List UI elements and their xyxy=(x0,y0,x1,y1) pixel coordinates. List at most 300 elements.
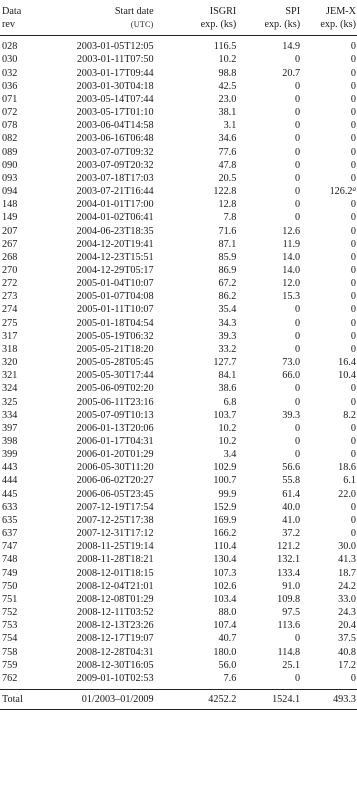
cell-spi-exposure xyxy=(236,356,300,369)
cell-data-rev xyxy=(0,422,42,435)
cell-jemx-exposure-value: 0 xyxy=(350,251,356,263)
cell-spi-exposure-value: 0 xyxy=(295,304,301,316)
cell-isgri-exposure xyxy=(154,448,237,461)
cell-data-rev xyxy=(0,553,42,566)
cell-jemx-exposure-value: 0 xyxy=(350,159,356,171)
cell-spi-exposure-value: 56.6 xyxy=(282,462,301,474)
cell-spi-exposure-value: 0 xyxy=(295,146,301,158)
cell-start-date xyxy=(42,172,154,185)
cell-start-date xyxy=(42,277,154,290)
cell-start-date-value: 2005-05-28T05:45 xyxy=(76,357,154,369)
cell-start-date-value: 2007-12-25T17:38 xyxy=(76,514,154,526)
cell-spi-exposure-value: 14.9 xyxy=(282,41,301,53)
cell-start-date xyxy=(42,488,154,501)
cell-start-date xyxy=(42,67,154,80)
cell-start-date-value: 2008-12-08T01:29 xyxy=(76,593,154,605)
cell-isgri-exposure-value: 102.6 xyxy=(213,580,237,592)
table-row xyxy=(0,356,357,369)
cell-spi-exposure-value: 0 xyxy=(295,107,301,119)
cell-data-rev xyxy=(0,488,42,501)
cell-data-rev xyxy=(0,198,42,211)
cell-isgri-exposure xyxy=(154,474,237,487)
cell-isgri-exposure-value: 110.4 xyxy=(213,541,237,553)
cell-jemx-exposure-value: 0 xyxy=(350,120,356,132)
cell-spi-exposure-value: 14.0 xyxy=(282,264,301,276)
cell-start-date xyxy=(42,382,154,395)
cell-jemx-exposure xyxy=(300,198,357,211)
cell-spi-exposure-value: 0 xyxy=(295,120,301,132)
cell-start-date-value: 2009-01-10T02:53 xyxy=(76,672,154,684)
cell-data-rev-value: 754 xyxy=(2,633,18,645)
cell-start-date xyxy=(42,606,154,619)
cell-start-date xyxy=(42,330,154,343)
cell-spi-exposure xyxy=(236,501,300,514)
cell-start-date-value: 2004-01-02T06:41 xyxy=(76,212,154,224)
cell-isgri-exposure-value: 100.7 xyxy=(213,475,237,487)
cell-start-date-value: 2005-07-09T10:13 xyxy=(76,409,154,421)
cell-isgri-exposure-value: 85.9 xyxy=(218,251,237,263)
cell-start-date xyxy=(42,619,154,632)
cell-spi-exposure-value: 41.0 xyxy=(282,514,301,526)
cell-jemx-exposure xyxy=(300,659,357,672)
cell-data-rev xyxy=(0,67,42,80)
cell-start-date-value: 2005-06-09T02:20 xyxy=(76,383,154,395)
cell-data-rev xyxy=(0,93,42,106)
cell-data-rev xyxy=(0,646,42,659)
cell-jemx-exposure-value: 0 xyxy=(350,278,356,290)
cell-spi-exposure-value: 0 xyxy=(295,133,301,145)
cell-jemx-exposure xyxy=(300,619,357,632)
cell-spi-exposure xyxy=(236,53,300,66)
cell-isgri-exposure xyxy=(154,277,237,290)
cell-data-rev xyxy=(0,146,42,159)
cell-isgri-exposure-value: 56.0 xyxy=(218,659,237,671)
cell-data-rev-value: 149 xyxy=(2,212,18,224)
table-row xyxy=(0,553,357,566)
cell-start-date-value: 2005-05-19T06:32 xyxy=(76,330,154,342)
cell-data-rev xyxy=(0,474,42,487)
table-row xyxy=(0,422,357,435)
cell-start-date xyxy=(42,580,154,593)
cell-jemx-exposure-value: 0 xyxy=(350,449,356,461)
cell-jemx-exposure-value: 0 xyxy=(350,343,356,355)
cell-data-rev-value: 207 xyxy=(2,225,18,237)
cell-spi-exposure-value: 0 xyxy=(295,212,301,224)
cell-spi-exposure-value: 12.0 xyxy=(282,278,301,290)
cell-data-rev xyxy=(0,659,42,672)
cell-isgri-exposure-value: 103.4 xyxy=(213,593,237,605)
cell-spi-exposure xyxy=(236,80,300,93)
cell-jemx-exposure xyxy=(300,330,357,343)
cell-isgri-exposure-value: 10.2 xyxy=(218,54,237,66)
cell-jemx-exposure-value: 0 xyxy=(350,264,356,276)
cell-jemx-exposure xyxy=(300,106,357,119)
cell-start-date-value: 2006-06-05T23:45 xyxy=(76,488,154,500)
cell-isgri-exposure xyxy=(154,198,237,211)
cell-data-rev-value: 275 xyxy=(2,317,18,329)
cell-data-rev-value: 445 xyxy=(2,488,18,500)
cell-jemx-exposure-value: 0 xyxy=(350,317,356,329)
cell-start-date xyxy=(42,159,154,172)
cell-isgri-exposure xyxy=(154,119,237,132)
cell-data-rev-value: 758 xyxy=(2,646,18,658)
cell-start-date-value: 2006-01-17T04:31 xyxy=(76,436,154,447)
cell-spi-exposure-value: 15.3 xyxy=(282,291,301,303)
header-data-rev-line1: Data xyxy=(2,6,22,17)
cell-start-date xyxy=(42,422,154,435)
cell-start-date-value: 2003-07-07T09:32 xyxy=(76,146,154,158)
cell-data-rev xyxy=(0,396,42,409)
table-row xyxy=(0,132,357,145)
table-row xyxy=(0,659,357,672)
header-data-rev-line2: rev xyxy=(0,18,42,36)
table-row xyxy=(0,672,357,690)
cell-spi-exposure xyxy=(236,553,300,566)
cell-spi-exposure xyxy=(236,159,300,172)
cell-data-rev-value: 148 xyxy=(2,199,18,211)
cell-data-rev-value: 071 xyxy=(2,93,18,105)
cell-isgri-exposure-value: 6.8 xyxy=(223,396,237,408)
cell-data-rev-value: 325 xyxy=(2,396,18,408)
cell-isgri-exposure xyxy=(154,185,237,198)
cell-data-rev-value: 635 xyxy=(2,514,18,526)
table-row xyxy=(0,303,357,316)
cell-jemx-exposure xyxy=(300,672,357,690)
cell-spi-exposure xyxy=(236,238,300,251)
header-isgri-line2: exp. (ks) xyxy=(154,18,237,36)
table-row xyxy=(0,80,357,93)
cell-jemx-exposure-value: 0 xyxy=(350,172,356,184)
cell-start-date xyxy=(42,593,154,606)
cell-start-date xyxy=(42,119,154,132)
cell-spi-exposure-value: 73.0 xyxy=(282,357,301,369)
cell-start-date-value: 2008-12-30T16:05 xyxy=(76,659,154,671)
header-jemx-line1: JEM-X xyxy=(326,6,356,17)
cell-data-rev xyxy=(0,119,42,132)
cell-start-date-value: 2008-12-28T04:31 xyxy=(76,646,154,658)
cell-spi-exposure-value: 0 xyxy=(295,343,301,355)
cell-isgri-exposure xyxy=(154,553,237,566)
cell-jemx-exposure-value: 126.2 xyxy=(329,186,353,198)
cell-start-date-value: 2003-01-17T09:44 xyxy=(76,67,154,79)
cell-start-date-value: 2005-05-30T17:44 xyxy=(76,370,154,382)
cell-start-date-value: 2004-12-29T05:17 xyxy=(76,264,154,276)
cell-spi-exposure xyxy=(236,461,300,474)
cell-jemx-exposure-value: 8.2 xyxy=(343,409,356,421)
header-isgri-line1: ISGRI xyxy=(209,6,237,17)
table-row xyxy=(0,593,357,606)
cell-isgri-exposure-value: 3.1 xyxy=(223,120,237,132)
cell-data-rev xyxy=(0,448,42,461)
cell-spi-exposure-value: 91.0 xyxy=(282,580,301,592)
cell-data-rev xyxy=(0,356,42,369)
cell-isgri-exposure xyxy=(154,527,237,540)
cell-spi-exposure xyxy=(236,632,300,645)
cell-start-date xyxy=(42,474,154,487)
cell-spi-exposure xyxy=(236,593,300,606)
cell-data-rev-value: 036 xyxy=(2,80,18,92)
cell-isgri-exposure xyxy=(154,106,237,119)
cell-isgri-exposure xyxy=(154,93,237,106)
cell-spi-exposure xyxy=(236,382,300,395)
cell-data-rev xyxy=(0,80,42,93)
cell-spi-exposure xyxy=(236,264,300,277)
cell-isgri-exposure-value: 7.8 xyxy=(223,212,237,224)
cell-data-rev xyxy=(0,264,42,277)
table-row xyxy=(0,474,357,487)
cell-jemx-exposure-value: 33.0 xyxy=(338,593,356,605)
cell-jemx-exposure-value: 37.5 xyxy=(338,633,356,645)
cell-jemx-exposure-value: 0 xyxy=(350,436,356,447)
cell-jemx-exposure xyxy=(300,409,357,422)
cell-spi-exposure-value: 20.7 xyxy=(282,67,301,79)
cell-spi-exposure xyxy=(236,580,300,593)
cell-isgri-exposure-value: 23.0 xyxy=(218,93,237,105)
cell-start-date-value: 2008-12-11T03:52 xyxy=(77,607,154,619)
table-row xyxy=(0,488,357,501)
cell-start-date-value: 2003-01-30T04:18 xyxy=(76,80,154,92)
cell-spi-exposure-value: 121.2 xyxy=(277,541,301,553)
cell-data-rev xyxy=(0,290,42,303)
cell-data-rev xyxy=(0,409,42,422)
cell-jemx-exposure-value: 0 xyxy=(350,225,356,237)
cell-data-rev-value: 334 xyxy=(2,409,18,421)
cell-data-rev-value: 443 xyxy=(2,462,18,474)
header-start-date-line2: (UTC) xyxy=(42,18,154,36)
cell-spi-exposure xyxy=(236,317,300,330)
cell-spi-exposure-value: 113.6 xyxy=(277,620,301,632)
cell-start-date-value: 2004-06-23T18:35 xyxy=(76,225,154,237)
cell-data-rev xyxy=(0,593,42,606)
cell-spi-exposure-value: 0 xyxy=(295,436,301,447)
cell-jemx-exposure-value: 16.4 xyxy=(338,357,356,369)
cell-spi-exposure-value: 14.0 xyxy=(282,251,301,263)
cell-start-date xyxy=(42,672,154,690)
cell-start-date xyxy=(42,646,154,659)
cell-jemx-exposure xyxy=(300,632,357,645)
cell-data-rev xyxy=(0,159,42,172)
cell-isgri-exposure xyxy=(154,290,237,303)
cell-data-rev-value: 273 xyxy=(2,291,18,303)
table-row xyxy=(0,646,357,659)
cell-start-date xyxy=(42,146,154,159)
cell-start-date xyxy=(42,225,154,238)
cell-isgri-exposure xyxy=(154,514,237,527)
cell-jemx-exposure xyxy=(300,290,357,303)
cell-isgri-exposure xyxy=(154,461,237,474)
cell-spi-exposure xyxy=(236,606,300,619)
cell-spi-exposure xyxy=(236,567,300,580)
cell-spi-exposure xyxy=(236,488,300,501)
cell-data-rev-value: 270 xyxy=(2,264,18,276)
cell-spi-exposure xyxy=(236,303,300,316)
cell-isgri-exposure-value: 103.7 xyxy=(213,409,237,421)
cell-start-date xyxy=(42,501,154,514)
cell-start-date-value: 2008-12-13T23:26 xyxy=(76,620,154,632)
cell-start-date xyxy=(42,659,154,672)
cell-spi-exposure-value: 109.8 xyxy=(277,593,301,605)
cell-data-rev-value: 398 xyxy=(2,436,18,447)
cell-jemx-exposure xyxy=(300,185,357,198)
table-row xyxy=(0,527,357,540)
cell-isgri-exposure xyxy=(154,330,237,343)
cell-isgri-exposure xyxy=(154,567,237,580)
cell-start-date-value: 2003-01-11T07:50 xyxy=(77,54,154,66)
cell-jemx-exposure xyxy=(300,211,357,224)
cell-data-rev-value: 748 xyxy=(2,554,18,566)
table-row xyxy=(0,619,357,632)
cell-isgri-exposure xyxy=(154,606,237,619)
cell-data-rev xyxy=(0,225,42,238)
cell-jemx-exposure xyxy=(300,422,357,435)
cell-spi-exposure xyxy=(236,119,300,132)
cell-jemx-exposure xyxy=(300,343,357,356)
cell-spi-exposure-value: 0 xyxy=(295,383,301,395)
table-row xyxy=(0,396,357,409)
cell-spi-exposure xyxy=(236,185,300,198)
table-row xyxy=(0,238,357,251)
table-row xyxy=(0,264,357,277)
cell-spi-exposure xyxy=(236,132,300,145)
cell-isgri-exposure xyxy=(154,488,237,501)
cell-start-date xyxy=(42,632,154,645)
cell-jemx-exposure xyxy=(300,225,357,238)
cell-spi-exposure xyxy=(236,251,300,264)
table-row xyxy=(0,211,357,224)
cell-jemx-exposure xyxy=(300,448,357,461)
cell-start-date xyxy=(42,435,154,448)
cell-start-date xyxy=(42,461,154,474)
cell-isgri-exposure-value: 71.6 xyxy=(218,225,237,237)
cell-data-rev-value: 444 xyxy=(2,475,18,487)
cell-isgri-exposure xyxy=(154,146,237,159)
cell-data-rev xyxy=(0,106,42,119)
cell-jemx-exposure-value: 18.6 xyxy=(338,462,356,474)
cell-spi-exposure xyxy=(236,619,300,632)
cell-jemx-exposure xyxy=(300,356,357,369)
cell-data-rev xyxy=(0,501,42,514)
cell-spi-exposure xyxy=(236,659,300,672)
cell-jemx-exposure-value: 18.7 xyxy=(338,567,356,579)
cell-spi-exposure-value: 61.4 xyxy=(282,488,301,500)
cell-jemx-exposure-value: 0 xyxy=(350,304,356,316)
table-row xyxy=(0,185,357,198)
cell-data-rev xyxy=(0,343,42,356)
table-row xyxy=(0,146,357,159)
cell-isgri-exposure-value: 34.3 xyxy=(218,317,237,329)
cell-jemx-exposure xyxy=(300,119,357,132)
cell-spi-exposure-value: 37.2 xyxy=(282,528,301,540)
cell-isgri-exposure-value: 130.4 xyxy=(213,554,237,566)
cell-jemx-exposure xyxy=(300,317,357,330)
cell-jemx-exposure-value: 0 xyxy=(350,330,356,342)
cell-spi-exposure-value: 0 xyxy=(295,93,301,105)
cell-start-date-value: 2004-12-23T15:51 xyxy=(76,251,154,263)
cell-start-date-value: 2004-12-20T19:41 xyxy=(76,238,154,250)
cell-isgri-exposure-value: 122.8 xyxy=(213,186,237,198)
cell-start-date xyxy=(42,238,154,251)
cell-jemx-exposure-value: 0 xyxy=(350,80,356,92)
cell-spi-exposure xyxy=(236,527,300,540)
header-row-2 xyxy=(0,18,357,36)
cell-data-rev-value: 749 xyxy=(2,567,18,579)
cell-data-rev-value: 317 xyxy=(2,330,18,342)
cell-isgri-exposure-value: 107.3 xyxy=(213,567,237,579)
cell-spi-exposure-value: 114.8 xyxy=(277,646,301,658)
cell-jemx-exposure-value: 22.0 xyxy=(338,488,356,500)
cell-isgri-exposure-value: 10.2 xyxy=(218,422,237,434)
cell-jemx-exposure-value: 0 xyxy=(350,107,356,119)
cell-start-date xyxy=(42,185,154,198)
cell-spi-exposure-value: 0 xyxy=(295,396,301,408)
cell-spi-exposure-value: 97.5 xyxy=(282,607,301,619)
table-row xyxy=(0,580,357,593)
cell-data-rev-value: 750 xyxy=(2,580,18,592)
total-spi: 1524.1 xyxy=(236,689,300,709)
cell-jemx-exposure xyxy=(300,159,357,172)
cell-jemx-exposure-value: 0 xyxy=(350,501,356,513)
cell-spi-exposure-value: 55.8 xyxy=(282,475,301,487)
cell-jemx-exposure-value: 0 xyxy=(350,396,356,408)
table-row xyxy=(0,369,357,382)
cell-jemx-exposure xyxy=(300,527,357,540)
cell-isgri-exposure-value: 116.5 xyxy=(213,41,237,53)
cell-isgri-exposure xyxy=(154,659,237,672)
cell-data-rev-value: 032 xyxy=(2,67,18,79)
cell-jemx-exposure-value: 0 xyxy=(350,383,356,395)
cell-start-date-value: 2008-11-28T18:21 xyxy=(77,554,154,566)
cell-start-date xyxy=(42,448,154,461)
cell-start-date xyxy=(42,317,154,330)
cell-start-date-value: 2003-07-18T17:03 xyxy=(76,172,154,184)
cell-spi-exposure xyxy=(236,514,300,527)
cell-start-date-value: 2005-01-07T04:08 xyxy=(76,291,154,303)
cell-data-rev xyxy=(0,317,42,330)
cell-spi-exposure-value: 0 xyxy=(295,330,301,342)
cell-isgri-exposure xyxy=(154,36,237,54)
cell-start-date xyxy=(42,251,154,264)
cell-isgri-exposure xyxy=(154,317,237,330)
cell-isgri-exposure xyxy=(154,382,237,395)
cell-spi-exposure xyxy=(236,474,300,487)
cell-isgri-exposure-value: 40.7 xyxy=(218,633,237,645)
cell-spi-exposure-value: 0 xyxy=(295,422,301,434)
table-row xyxy=(0,277,357,290)
cell-data-rev-value: 759 xyxy=(2,659,18,671)
table-row xyxy=(0,540,357,553)
cell-jemx-exposure xyxy=(300,67,357,80)
table-header xyxy=(0,2,357,36)
table-row xyxy=(0,435,357,448)
cell-data-rev xyxy=(0,53,42,66)
cell-jemx-exposure-value: 17.2 xyxy=(338,659,356,671)
table-row xyxy=(0,501,357,514)
cell-jemx-exposure-value: 0 xyxy=(350,41,356,53)
table-row xyxy=(0,225,357,238)
cell-data-rev-value: 320 xyxy=(2,357,18,369)
table-row xyxy=(0,514,357,527)
cell-spi-exposure xyxy=(236,343,300,356)
table-footer xyxy=(0,689,357,709)
cell-jemx-exposure-value: 20.4 xyxy=(338,620,356,632)
cell-jemx-exposure-value: 0 xyxy=(350,528,356,540)
cell-start-date xyxy=(42,343,154,356)
cell-isgri-exposure-value: 3.4 xyxy=(223,449,237,461)
cell-data-rev xyxy=(0,580,42,593)
cell-jemx-exposure xyxy=(300,540,357,553)
cell-isgri-exposure xyxy=(154,264,237,277)
cell-jemx-exposure xyxy=(300,474,357,487)
